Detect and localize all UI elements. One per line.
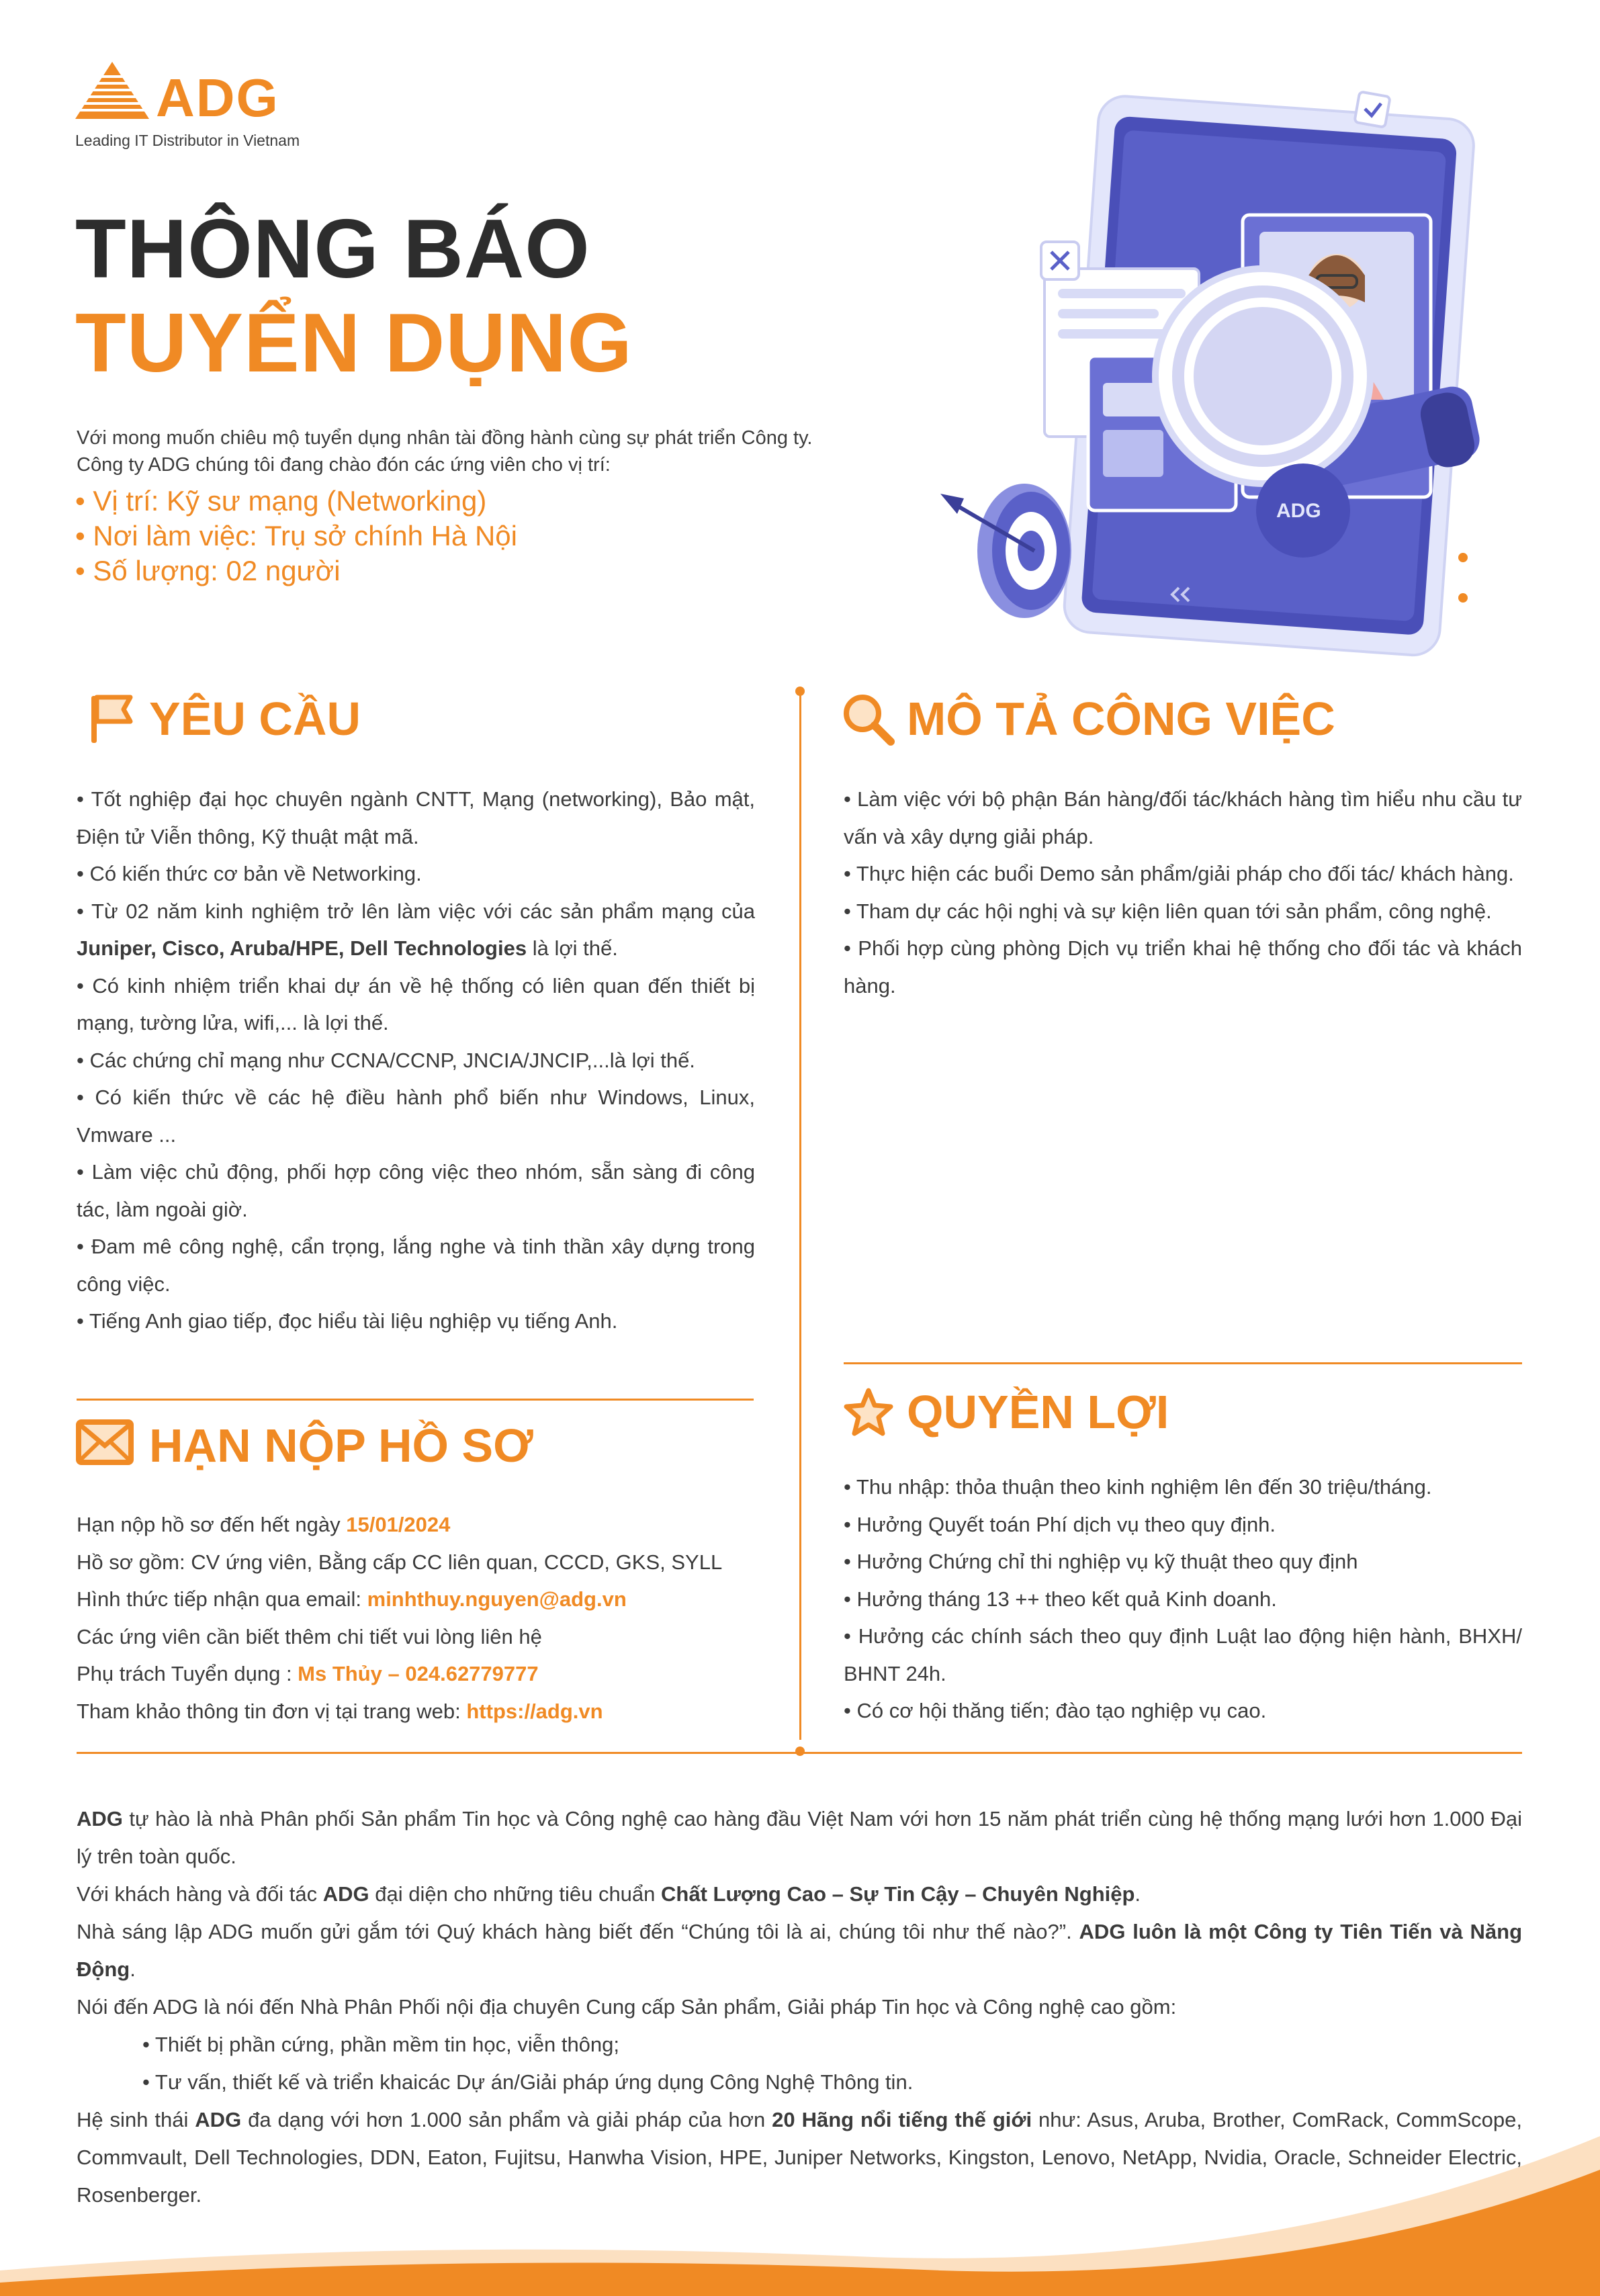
about-slogan: ADG luôn là một Công ty Tiên Tiến và Năng Động bbox=[77, 1920, 1523, 1981]
page-title-line1: THÔNG BÁO bbox=[75, 203, 590, 296]
intro-line: Với mong muốn chiêu mộ tuyển dụng nhân tài đồng hành cùng sự phát triển Công ty. bbox=[77, 427, 813, 449]
position-location: • Nơi làm việc: Trụ sở chính Hà Nội bbox=[75, 520, 517, 551]
about-paragraph: Nói đến ADG là nói đến Nhà Phân Phối nội địa chuyên Cung cấp Sản phẩm, Giải pháp Tin học và Công nghệ cao gồm: bbox=[77, 1995, 1177, 2019]
position-quantity: • Số lượng: 02 người bbox=[75, 555, 341, 586]
email-link[interactable]: minhthuy.nguyen@adg.vn bbox=[367, 1587, 627, 1611]
intro-text bbox=[77, 425, 950, 478]
about-text: đại diện cho những tiêu chuẩn bbox=[369, 1882, 662, 1906]
deadline-label: Hạn nộp hồ sơ đến hết ngày bbox=[77, 1513, 347, 1536]
bottom-wave-decoration bbox=[0, 2069, 1600, 2296]
requirement-item: • Đam mê công nghệ, cẩn trọng, lắng nghe và tinh thần xây dựng trong công việc. bbox=[77, 1235, 755, 1296]
about-bullet: • Tư vấn, thiết kế và triển khaicác Dự án/Giải pháp ứng dụng Công Nghệ Thông tin. bbox=[142, 2070, 914, 2094]
about-text: Với khách hàng và đối tác bbox=[77, 1882, 323, 1906]
requirement-item bbox=[77, 893, 755, 967]
benefit-item: • Thu nhập: thỏa thuận theo kinh nghiệm lên đến 30 triệu/tháng. bbox=[844, 1475, 1432, 1499]
section-divider bbox=[77, 1399, 754, 1401]
adg-logo-icon bbox=[75, 62, 149, 122]
deadline-date: 15/01/2024 bbox=[346, 1513, 451, 1536]
magnifier-icon bbox=[841, 692, 895, 746]
about-bullet: • Thiết bị phần cứng, phần mềm tin học, viễn thông; bbox=[142, 2033, 620, 2056]
benefits-list bbox=[844, 1468, 1522, 1730]
requirement-text: • Từ 02 năm kinh nghiệm trở lên làm việc với các sản phẩm mạng của bbox=[77, 899, 755, 923]
requirement-item: • Các chứng chỉ mạng như CCNA/CCNP, JNCIA/JNCIP,...là lợi thế. bbox=[77, 1048, 695, 1072]
requirement-item: • Có kiến thức về các hệ điều hành phổ biến như Windows, Linux, Vmware ... bbox=[77, 1086, 755, 1147]
divider-dot bbox=[795, 1747, 805, 1756]
job-description-list bbox=[844, 781, 1522, 1004]
benefit-item: • Hưởng Quyết toán Phí dịch vụ theo quy định. bbox=[844, 1512, 1276, 1536]
job-item: • Phối hợp cùng phòng Dịch vụ triển khai hệ thống cho đối tác và khách hàng. bbox=[844, 936, 1522, 998]
about-text: tự hào là nhà Phân phối Sản phẩm Tin học và Công nghệ cao hàng đầu Việt Nam với hơn 15 năm phát triển cùng hệ thống mạng lưới hơn 1.000 Đại lý trên toàn quốc. bbox=[77, 1807, 1522, 1868]
about-brand: ADG bbox=[195, 2108, 242, 2131]
requirement-item: • Có kinh nhiệm triển khai dự án về hệ thống có liên quan đến thiết bị mạng, tường lửa, wifi,... là lợi thế. bbox=[77, 973, 755, 1034]
requirements-heading: YÊU CẦU bbox=[149, 693, 361, 745]
about-text: Hệ sinh thái bbox=[77, 2108, 195, 2131]
position-list bbox=[75, 484, 517, 588]
deadline-line bbox=[77, 1506, 789, 1544]
recruiter-line bbox=[77, 1655, 789, 1693]
deadline-heading: HẠN NỘP HỒ SƠ bbox=[149, 1419, 533, 1472]
star-icon bbox=[842, 1386, 895, 1438]
requirement-item: • Tốt nghiệp đại học chuyên ngành CNTT, Mạng (networking), Bảo mật, Điện tử Viễn thông, Kỹ thuật mật mã. bbox=[77, 787, 755, 848]
logo-tagline: Leading IT Distributor in Vietnam bbox=[75, 132, 300, 149]
about-text: đa dạng với hơn 1.000 sản phẩm và giải pháp của hơn bbox=[241, 2108, 772, 2131]
intro-line: Công ty ADG chúng tôi đang chào đón các ứng viên cho vị trí: bbox=[77, 454, 611, 476]
benefit-item: • Hưởng tháng 13 ++ theo kết quả Kinh doanh. bbox=[844, 1587, 1277, 1611]
website-label: Tham khảo thông tin đơn vị tại trang web: bbox=[77, 1699, 467, 1723]
benefit-item: • Hưởng Chứng chỉ thi nghiệp vụ kỹ thuật theo quy định bbox=[844, 1550, 1358, 1573]
section-divider bbox=[844, 1362, 1522, 1364]
about-paragraph bbox=[77, 1800, 1522, 1875]
about-text: . bbox=[130, 1957, 136, 1981]
logo-wordmark: ADG bbox=[156, 68, 279, 128]
recruitment-illustration bbox=[927, 87, 1491, 665]
about-paragraph bbox=[77, 1875, 1522, 1913]
about-brand: ADG bbox=[77, 1807, 123, 1830]
about-text: Nhà sáng lập ADG muốn gửi gắm tới Quý khách hàng biết đến “Chúng tôi là ai, chúng tôi như thế nào?”. bbox=[77, 1920, 1079, 1943]
job-item: • Thực hiện các buổi Demo sản phẩm/giải pháp cho đối tác/ khách hàng. bbox=[844, 862, 1514, 885]
requirement-item: • Làm việc chủ động, phối hợp công việc theo nhóm, sẵn sàng đi công tác, làm ngoài giờ. bbox=[77, 1160, 755, 1221]
about-values: Chất Lượng Cao – Sự Tin Cậy – Chuyên Nghiệp bbox=[661, 1882, 1135, 1906]
benefit-item: • Có cơ hội thăng tiến; đào tạo nghiệp vụ cao. bbox=[844, 1699, 1267, 1722]
requirement-item: • Có kiến thức cơ bản về Networking. bbox=[77, 862, 422, 885]
screen-logo: ADG bbox=[1276, 500, 1321, 522]
contact-line: Các ứng viên cần biết thêm chi tiết vui lòng liên hệ bbox=[77, 1624, 542, 1648]
about-text: . bbox=[1135, 1882, 1141, 1906]
adg-logo bbox=[75, 62, 344, 163]
recruiter-label: Phụ trách Tuyển dụng : bbox=[77, 1662, 298, 1685]
requirements-list bbox=[77, 781, 755, 1340]
flag-icon bbox=[86, 692, 137, 746]
recruiter-contact[interactable]: Ms Thủy – 024.62779777 bbox=[298, 1662, 539, 1685]
benefit-item: • Hưởng các chính sách theo quy định Luật lao động hiện hành, BHXH/ BHNT 24h. bbox=[844, 1624, 1522, 1685]
column-divider bbox=[799, 691, 801, 1740]
job-item: • Tham dự các hội nghị và sự kiện liên quan tới sản phẩm, công nghệ. bbox=[844, 899, 1492, 923]
website-line bbox=[77, 1693, 789, 1730]
about-brand: ADG bbox=[322, 1882, 369, 1906]
website-link[interactable]: https://adg.vn bbox=[466, 1699, 603, 1723]
email-line bbox=[77, 1581, 789, 1618]
requirement-text: là lợi thế. bbox=[527, 936, 618, 960]
requirement-brands: Juniper, Cisco, Aruba/HPE, Dell Technologies bbox=[77, 936, 527, 960]
about-text: như: Asus, Aruba, Brother, ComRack, CommScope, Commvault, Dell Technologies, DDN, Eaton, Fujitsu, Hanwha Vision, HPE, Juniper Networks, Kingston, Lenovo, NetApp, Nvidia, Oracle, Schneider Electric, Rosenberger. bbox=[77, 2108, 1522, 2207]
job-description-heading: MÔ TẢ CÔNG VIỆC bbox=[907, 693, 1335, 745]
envelope-icon bbox=[75, 1419, 134, 1466]
about-partners-count: 20 Hãng nổi tiếng thế giới bbox=[772, 2108, 1032, 2131]
about-paragraph bbox=[77, 1913, 1522, 1988]
requirement-item: • Tiếng Anh giao tiếp, đọc hiểu tài liệu nghiệp vụ tiếng Anh. bbox=[77, 1309, 618, 1333]
divider-dot bbox=[795, 687, 805, 696]
job-item: • Làm việc với bộ phận Bán hàng/đối tác/khách hàng tìm hiểu nhu cầu tư vấn và xây dựng giải pháp. bbox=[844, 787, 1522, 848]
benefits-heading: QUYỀN LỢI bbox=[907, 1386, 1169, 1438]
email-label: Hình thức tiếp nhận qua email: bbox=[77, 1587, 367, 1611]
page-title-line2: TUYỂN DỤNG bbox=[75, 297, 633, 390]
documents-line: Hồ sơ gồm: CV ứng viên, Bằng cấp CC liên quan, CCCD, GKS, SYLL bbox=[77, 1550, 723, 1574]
deadline-info bbox=[77, 1506, 789, 1730]
position-title: • Vị trí: Kỹ sư mạng (Networking) bbox=[75, 485, 487, 517]
